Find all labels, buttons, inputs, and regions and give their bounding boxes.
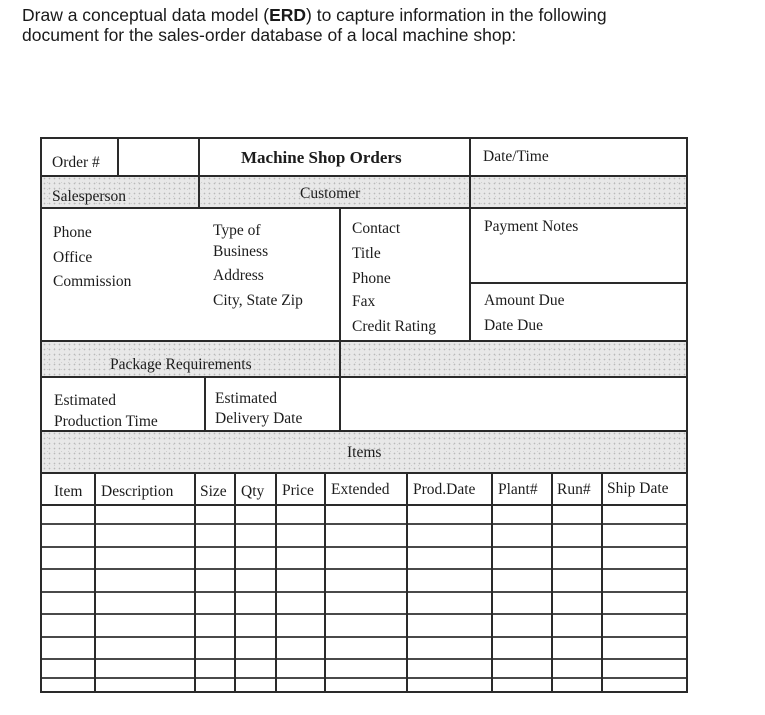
package-requirements-label: Package Requirements: [110, 356, 252, 373]
column-header-plant-number: Plant#: [498, 481, 538, 498]
column-header-price: Price: [282, 482, 314, 499]
estimated-delivery-label-2: Delivery Date: [215, 410, 303, 427]
customer-band: [42, 176, 686, 207]
customer-rule: [40, 207, 688, 209]
commission-label: Commission: [53, 273, 132, 290]
contact-label: Contact: [352, 220, 401, 237]
column-header-qty: Qty: [241, 483, 265, 500]
contact-divider: [339, 207, 341, 340]
table-row: [40, 523, 688, 525]
order-divider: [117, 137, 119, 175]
payment-rule: [470, 282, 688, 284]
credit-rating-label: Credit Rating: [352, 318, 436, 335]
column-header-extended: Extended: [331, 481, 390, 498]
estimate-divider: [204, 376, 206, 430]
table-row: [40, 591, 688, 593]
column-divider: [275, 472, 277, 693]
column-header-size: Size: [200, 483, 227, 500]
column-header-run-number: Run#: [557, 481, 591, 498]
instructions-line-2: document for the sales-order database of a local machine shop:: [22, 25, 517, 45]
machine-shop-order-form: [40, 137, 688, 693]
column-header-description: Description: [101, 483, 174, 500]
form-title: Machine Shop Orders: [241, 148, 402, 167]
business-label: Business: [213, 243, 269, 260]
column-divider: [234, 472, 236, 693]
column-divider: [194, 472, 196, 693]
items-header-bottom-rule: [40, 504, 688, 506]
erd-term: ERD: [269, 5, 307, 25]
form-top-border: [40, 137, 688, 139]
package-top-rule: [40, 340, 688, 342]
table-row: [40, 677, 688, 679]
estimated-production-label-2: Production Time: [54, 413, 158, 430]
type-of-label: Type of: [213, 222, 261, 239]
table-row: [40, 658, 688, 660]
instructions-line-1: Draw a conceptual data model (ERD) to capture information in the following: [22, 5, 607, 25]
items-label: Items: [347, 444, 382, 461]
column-divider: [491, 472, 493, 693]
title-right-divider: [469, 137, 471, 340]
customer-phone-label: Phone: [352, 270, 391, 287]
instructions-text: [22, 5, 752, 45]
form-left-border: [40, 137, 42, 693]
form-bottom-border: [40, 691, 688, 693]
form-right-border: [686, 137, 688, 693]
salesperson-label: Salesperson: [52, 188, 127, 205]
items-header-top-rule: [40, 472, 688, 474]
column-header-item: Item: [54, 483, 83, 500]
estimated-delivery-label-1: Estimated: [215, 390, 277, 407]
payment-notes-label: Payment Notes: [484, 218, 579, 235]
estimated-production-label-1: Estimated: [54, 392, 116, 409]
title-left-divider: [198, 137, 200, 207]
table-row: [40, 613, 688, 615]
customer-label: Customer: [300, 185, 361, 202]
column-divider: [601, 472, 603, 693]
table-row: [40, 636, 688, 638]
column-divider: [406, 472, 408, 693]
column-divider: [324, 472, 326, 693]
date-time-label: Date/Time: [483, 148, 549, 165]
table-row: [40, 546, 688, 548]
office-label: Office: [53, 249, 93, 266]
estimate-rule: [40, 376, 688, 378]
package-divider: [339, 340, 341, 430]
amount-due-label: Amount Due: [484, 292, 565, 309]
title-label: Title: [352, 245, 381, 262]
table-row: [40, 568, 688, 570]
date-due-label: Date Due: [484, 317, 543, 334]
header-rule: [40, 175, 688, 177]
column-header-ship-date: Ship Date: [607, 480, 669, 497]
column-header-prod-date: Prod.Date: [413, 481, 476, 498]
order-number-label: Order #: [52, 154, 100, 171]
city-state-zip-label: City, State Zip: [213, 292, 303, 309]
column-divider: [551, 472, 553, 693]
fax-label: Fax: [352, 293, 376, 310]
column-divider: [94, 472, 96, 693]
sales-phone-label: Phone: [53, 224, 92, 241]
address-label: Address: [213, 267, 264, 284]
